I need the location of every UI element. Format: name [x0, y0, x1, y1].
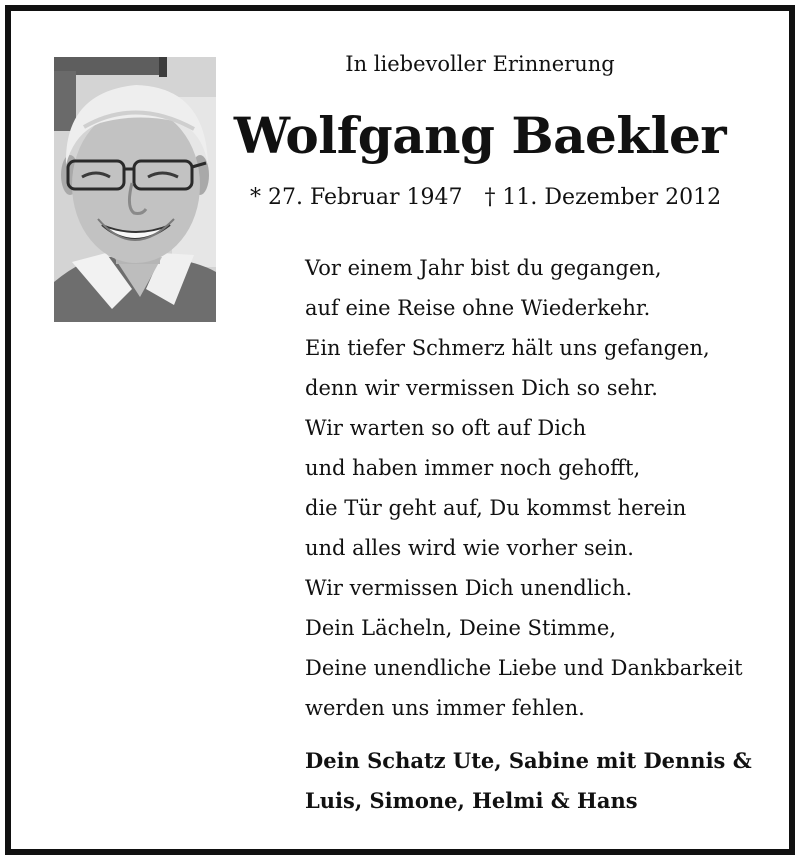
- poem-line: und haben immer noch gehofft,: [305, 456, 641, 480]
- portrait-photo: [54, 57, 216, 322]
- poem-line: Dein Lächeln, Deine Stimme,: [305, 616, 617, 640]
- poem-line: werden uns immer fehlen.: [305, 696, 585, 720]
- poem-line: denn wir vermissen Dich so sehr.: [305, 376, 658, 400]
- poem-line: und alles wird wie vorher sein.: [305, 536, 634, 560]
- signature-line: Luis, Simone, Helmi & Hans: [305, 788, 638, 813]
- deceased-name: Wolfgang Baekler: [233, 106, 727, 165]
- poem-line: Wir vermissen Dich unendlich.: [305, 576, 633, 600]
- poem: [305, 248, 743, 728]
- poem-line: Vor einem Jahr bist du gegangen,: [305, 256, 662, 280]
- poem-line: Deine unendliche Liebe und Dankbarkeit: [305, 656, 743, 680]
- family-signature: [305, 741, 752, 821]
- poem-line: auf eine Reise ohne Wiederkehr.: [305, 296, 651, 320]
- poem-line: Wir warten so oft auf Dich: [305, 416, 587, 440]
- life-dates: [250, 184, 722, 212]
- death-date: † 11. Dezember 2012: [484, 185, 722, 210]
- poem-line: die Tür geht auf, Du kommst herein: [305, 496, 687, 520]
- birth-date: * 27. Februar 1947: [250, 185, 463, 210]
- intro-heading: In liebevoller Erinnerung: [345, 52, 615, 76]
- signature-line: Dein Schatz Ute, Sabine mit Dennis &: [305, 748, 752, 773]
- poem-line: Ein tiefer Schmerz hält uns gefangen,: [305, 336, 710, 360]
